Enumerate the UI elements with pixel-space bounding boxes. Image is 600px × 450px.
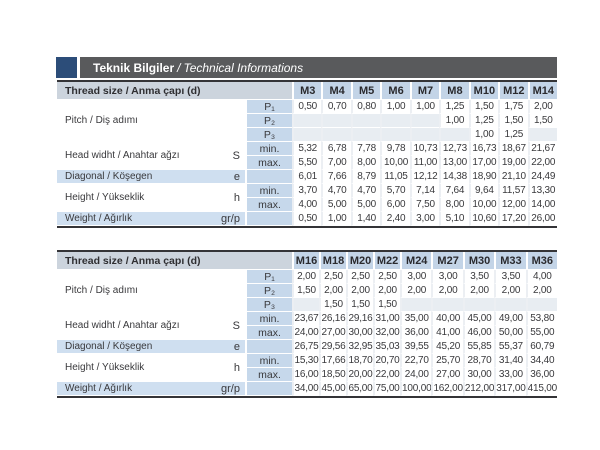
row-symbol: [197, 270, 245, 312]
data-cell: 60,79: [526, 340, 557, 354]
data-cell: [292, 298, 319, 312]
data-cell: 19,00: [498, 156, 527, 170]
data-cell: 2,00: [319, 284, 346, 298]
data-cell: 45,00: [463, 312, 494, 326]
data-cell: 3,50: [463, 270, 494, 284]
row-sublabel: [245, 212, 292, 226]
data-cell: 1,50: [469, 100, 498, 114]
data-cell: [380, 128, 409, 142]
data-cell: [380, 114, 409, 128]
row-sublabel: P₁: [245, 100, 292, 114]
row-symbol: e: [197, 170, 245, 184]
data-cell: 23,67: [292, 312, 319, 326]
data-cell: [410, 128, 439, 142]
data-cell: 2,00: [494, 284, 525, 298]
row-label: Pitch / Diş adımı: [57, 100, 197, 142]
data-cell: 13,30: [528, 184, 557, 198]
thread-size-row-label: Thread size / Anma çapı (d): [57, 252, 292, 270]
data-cell: 0,50: [292, 212, 321, 226]
column-header-m30: M30: [463, 252, 494, 270]
data-cell: 317,00: [496, 383, 526, 394]
column-header-m22: M22: [373, 252, 400, 270]
spec-table-m3-m14: [57, 80, 557, 228]
data-cell: 2,00: [431, 284, 462, 298]
thread-size-row-label: Thread size / Anma çapı (d): [57, 82, 292, 100]
column-header-m8: M8: [439, 82, 468, 100]
row-sublabel: P₁: [245, 270, 292, 284]
column-header-m7: M7: [410, 82, 439, 100]
data-cell: 33,00: [494, 368, 525, 382]
data-cell: 9,64: [469, 184, 498, 198]
data-cell: 1,25: [498, 128, 527, 142]
data-cell: 11,00: [410, 156, 439, 170]
data-cell: 7,78: [351, 142, 380, 156]
row-label: Pitch / Diş adımı: [57, 270, 197, 312]
row-sublabel: min.: [245, 184, 292, 198]
row-sublabel: max.: [245, 198, 292, 212]
data-cell: 162,00: [433, 383, 463, 394]
data-cell: 4,70: [351, 184, 380, 198]
data-cell: 9,78: [380, 142, 409, 156]
data-cell: 1,00: [439, 114, 468, 128]
data-cell: 1,25: [469, 114, 498, 128]
data-cell: 24,00: [292, 326, 319, 340]
data-cell: 30,00: [346, 326, 373, 340]
row-label: Weight / Ağırlık: [57, 382, 197, 396]
data-cell: 6,78: [321, 142, 350, 156]
data-cell: 1,50: [498, 114, 527, 128]
data-cell: 10,60: [469, 212, 498, 226]
data-cell: 26,16: [319, 312, 346, 326]
data-cell: 24,49: [528, 170, 557, 184]
data-cell: 25,70: [431, 354, 462, 368]
data-cell: [463, 298, 494, 312]
row-sublabel: [245, 340, 292, 354]
spec-table-m16-m36: [57, 250, 557, 398]
data-cell: 5,00: [321, 198, 350, 212]
data-cell: [410, 114, 439, 128]
row-label: Head widht / Anahtar ağzı: [57, 312, 197, 340]
data-cell: 3,00: [400, 270, 431, 284]
row-sublabel: min.: [245, 142, 292, 156]
data-cell: 4,00: [292, 198, 321, 212]
data-cell: 17,66: [319, 354, 346, 368]
row-symbol: e: [197, 340, 245, 354]
row-symbol: h: [197, 184, 245, 212]
data-cell: 1,50: [292, 284, 319, 298]
row-label: Height / Yükseklik: [57, 184, 197, 212]
data-cell: 34,40: [526, 354, 557, 368]
data-cell: 32,95: [346, 340, 373, 354]
data-cell: 2,00: [373, 284, 400, 298]
data-cell: 2,00: [526, 284, 557, 298]
data-cell: 34,00: [292, 382, 319, 396]
data-cell: 46,00: [463, 326, 494, 340]
data-cell: 45,20: [431, 340, 462, 354]
data-cell: 20,70: [373, 354, 400, 368]
data-cell: 21,67: [528, 142, 557, 156]
data-cell: 100,00: [402, 383, 432, 394]
section-title-turkish: Teknik Bilgiler: [93, 60, 175, 75]
data-cell: 212,00: [464, 383, 495, 394]
data-cell: 7,66: [321, 170, 350, 184]
row-sublabel: P₃: [245, 128, 292, 142]
row-sublabel: max.: [245, 326, 292, 340]
data-cell: [351, 114, 380, 128]
data-cell: 11,05: [380, 170, 409, 184]
data-cell: 5,70: [380, 184, 409, 198]
data-cell: 55,00: [526, 326, 557, 340]
brand-accent-square: [56, 57, 77, 78]
data-cell: 75,00: [373, 382, 400, 396]
data-cell: 16,00: [292, 368, 319, 382]
data-cell: [321, 128, 350, 142]
data-cell: 5,32: [292, 142, 321, 156]
data-cell: 22,00: [528, 156, 557, 170]
data-cell: 1,00: [469, 128, 498, 142]
data-cell: 14,38: [439, 170, 468, 184]
column-header-m14: M14: [528, 82, 557, 100]
row-label: Height / Yükseklik: [57, 354, 197, 382]
data-cell: [431, 298, 462, 312]
data-cell: 36,00: [400, 326, 431, 340]
data-cell: 2,00: [463, 284, 494, 298]
data-cell: 7,64: [439, 184, 468, 198]
data-cell: 1,25: [439, 100, 468, 114]
data-cell: [528, 128, 557, 142]
row-label: Diagonal / Köşegen: [57, 170, 197, 184]
column-header-m5: M5: [351, 82, 380, 100]
data-cell: 2,50: [346, 270, 373, 284]
column-header-m10: M10: [469, 82, 498, 100]
data-cell: 18,70: [346, 354, 373, 368]
data-cell: 28,70: [463, 354, 494, 368]
column-header-m4: M4: [321, 82, 350, 100]
data-cell: 5,00: [351, 198, 380, 212]
data-cell: 14,00: [528, 198, 557, 212]
column-header-m12: M12: [498, 82, 527, 100]
data-cell: 2,00: [400, 284, 431, 298]
data-cell: [494, 298, 525, 312]
column-header-m27: M27: [431, 252, 462, 270]
data-cell: 0,80: [351, 100, 380, 114]
data-cell: 65,00: [346, 382, 373, 396]
data-cell: 50,00: [494, 326, 525, 340]
data-cell: 0,50: [292, 100, 321, 114]
column-header-m16: M16: [292, 252, 319, 270]
data-cell: 55,37: [494, 340, 525, 354]
data-cell: 29,56: [319, 340, 346, 354]
column-header-m24: M24: [400, 252, 431, 270]
data-cell: 22,70: [400, 354, 431, 368]
data-cell: 2,00: [346, 284, 373, 298]
data-cell: 20,00: [346, 368, 373, 382]
data-cell: 1,75: [498, 100, 527, 114]
data-cell: 17,00: [469, 156, 498, 170]
data-cell: 35,03: [373, 340, 400, 354]
data-cell: 10,73: [410, 142, 439, 156]
data-cell: 18,67: [498, 142, 527, 156]
data-cell: 7,14: [410, 184, 439, 198]
row-sublabel: P₃: [245, 298, 292, 312]
data-cell: 30,00: [463, 368, 494, 382]
data-cell: 1,00: [321, 212, 350, 226]
data-cell: 4,00: [526, 270, 557, 284]
data-cell: 5,50: [292, 156, 321, 170]
section-title-bar: [80, 57, 557, 78]
data-cell: 1,50: [373, 298, 400, 312]
data-cell: 10,00: [469, 198, 498, 212]
row-symbol: S: [197, 312, 245, 340]
data-cell: 31,00: [373, 312, 400, 326]
data-cell: 3,50: [494, 270, 525, 284]
data-cell: [400, 298, 431, 312]
column-header-m6: M6: [380, 82, 409, 100]
data-cell: 27,00: [431, 368, 462, 382]
data-cell: 10,00: [380, 156, 409, 170]
data-cell: 2,50: [319, 270, 346, 284]
data-cell: 2,00: [292, 270, 319, 284]
column-header-m20: M20: [346, 252, 373, 270]
data-cell: 18,90: [469, 170, 498, 184]
data-cell: 39,55: [400, 340, 431, 354]
data-cell: 31,40: [494, 354, 525, 368]
row-label: Weight / Ağırlık: [57, 212, 197, 226]
column-header-m33: M33: [494, 252, 525, 270]
data-cell: 40,00: [431, 312, 462, 326]
data-cell: 13,00: [439, 156, 468, 170]
data-cell: 2,00: [528, 100, 557, 114]
row-sublabel: max.: [245, 368, 292, 382]
data-cell: 2,50: [373, 270, 400, 284]
data-cell: 4,70: [321, 184, 350, 198]
data-cell: 1,50: [319, 298, 346, 312]
data-cell: [321, 114, 350, 128]
row-sublabel: [245, 170, 292, 184]
data-cell: 3,70: [292, 184, 321, 198]
data-cell: [439, 128, 468, 142]
data-cell: 12,12: [410, 170, 439, 184]
row-label: Diagonal / Köşegen: [57, 340, 197, 354]
data-cell: 7,00: [321, 156, 350, 170]
data-cell: 6,00: [380, 198, 409, 212]
data-cell: 0,70: [321, 100, 350, 114]
data-cell: 8,00: [351, 156, 380, 170]
data-cell: 1,50: [528, 114, 557, 128]
column-header-m18: M18: [319, 252, 346, 270]
data-cell: 8,79: [351, 170, 380, 184]
row-sublabel: min.: [245, 354, 292, 368]
data-cell: 8,00: [439, 198, 468, 212]
row-symbol: gr/p: [197, 382, 245, 396]
data-cell: [292, 128, 321, 142]
row-symbol: [197, 100, 245, 142]
section-title-english: Technical Informations: [183, 60, 304, 75]
data-cell: 41,00: [431, 326, 462, 340]
data-cell: 1,40: [351, 212, 380, 226]
column-header-m3: M3: [292, 82, 321, 100]
data-cell: 11,57: [498, 184, 527, 198]
data-cell: 21,10: [498, 170, 527, 184]
data-cell: 16,73: [469, 142, 498, 156]
data-cell: [351, 128, 380, 142]
row-sublabel: [245, 382, 292, 396]
data-cell: 53,80: [526, 312, 557, 326]
column-header-m36: M36: [526, 252, 557, 270]
data-cell: 35,00: [400, 312, 431, 326]
data-cell: 27,00: [319, 326, 346, 340]
data-cell: 55,85: [463, 340, 494, 354]
row-label: Head widht / Anahtar ağzı: [57, 142, 197, 170]
data-cell: 45,00: [319, 382, 346, 396]
data-cell: 3,00: [410, 212, 439, 226]
row-sublabel: min.: [245, 312, 292, 326]
data-cell: 49,00: [494, 312, 525, 326]
data-cell: 1,00: [380, 100, 409, 114]
data-cell: 415,00: [527, 383, 557, 394]
data-cell: 32,00: [373, 326, 400, 340]
data-cell: 15,30: [292, 354, 319, 368]
data-cell: [526, 298, 557, 312]
row-sublabel: P₂: [245, 114, 292, 128]
data-cell: 22,00: [373, 368, 400, 382]
data-cell: 1,50: [346, 298, 373, 312]
data-cell: 1,00: [410, 100, 439, 114]
row-symbol: S: [197, 142, 245, 170]
row-sublabel: max.: [245, 156, 292, 170]
row-sublabel: P₂: [245, 284, 292, 298]
data-cell: 26,00: [528, 212, 557, 226]
data-cell: 24,00: [400, 368, 431, 382]
data-cell: 26,75: [292, 340, 319, 354]
data-cell: 2,40: [380, 212, 409, 226]
data-cell: 5,10: [439, 212, 468, 226]
section-title-separator: /: [177, 60, 181, 75]
data-cell: 29,16: [346, 312, 373, 326]
data-cell: 3,00: [431, 270, 462, 284]
data-cell: 6,01: [292, 170, 321, 184]
data-cell: 7,50: [410, 198, 439, 212]
data-cell: 17,20: [498, 212, 527, 226]
data-cell: [292, 114, 321, 128]
data-cell: 18,50: [319, 368, 346, 382]
data-cell: 36,00: [526, 368, 557, 382]
data-cell: 12,73: [439, 142, 468, 156]
data-cell: 12,00: [498, 198, 527, 212]
row-symbol: gr/p: [197, 212, 245, 226]
row-symbol: h: [197, 354, 245, 382]
